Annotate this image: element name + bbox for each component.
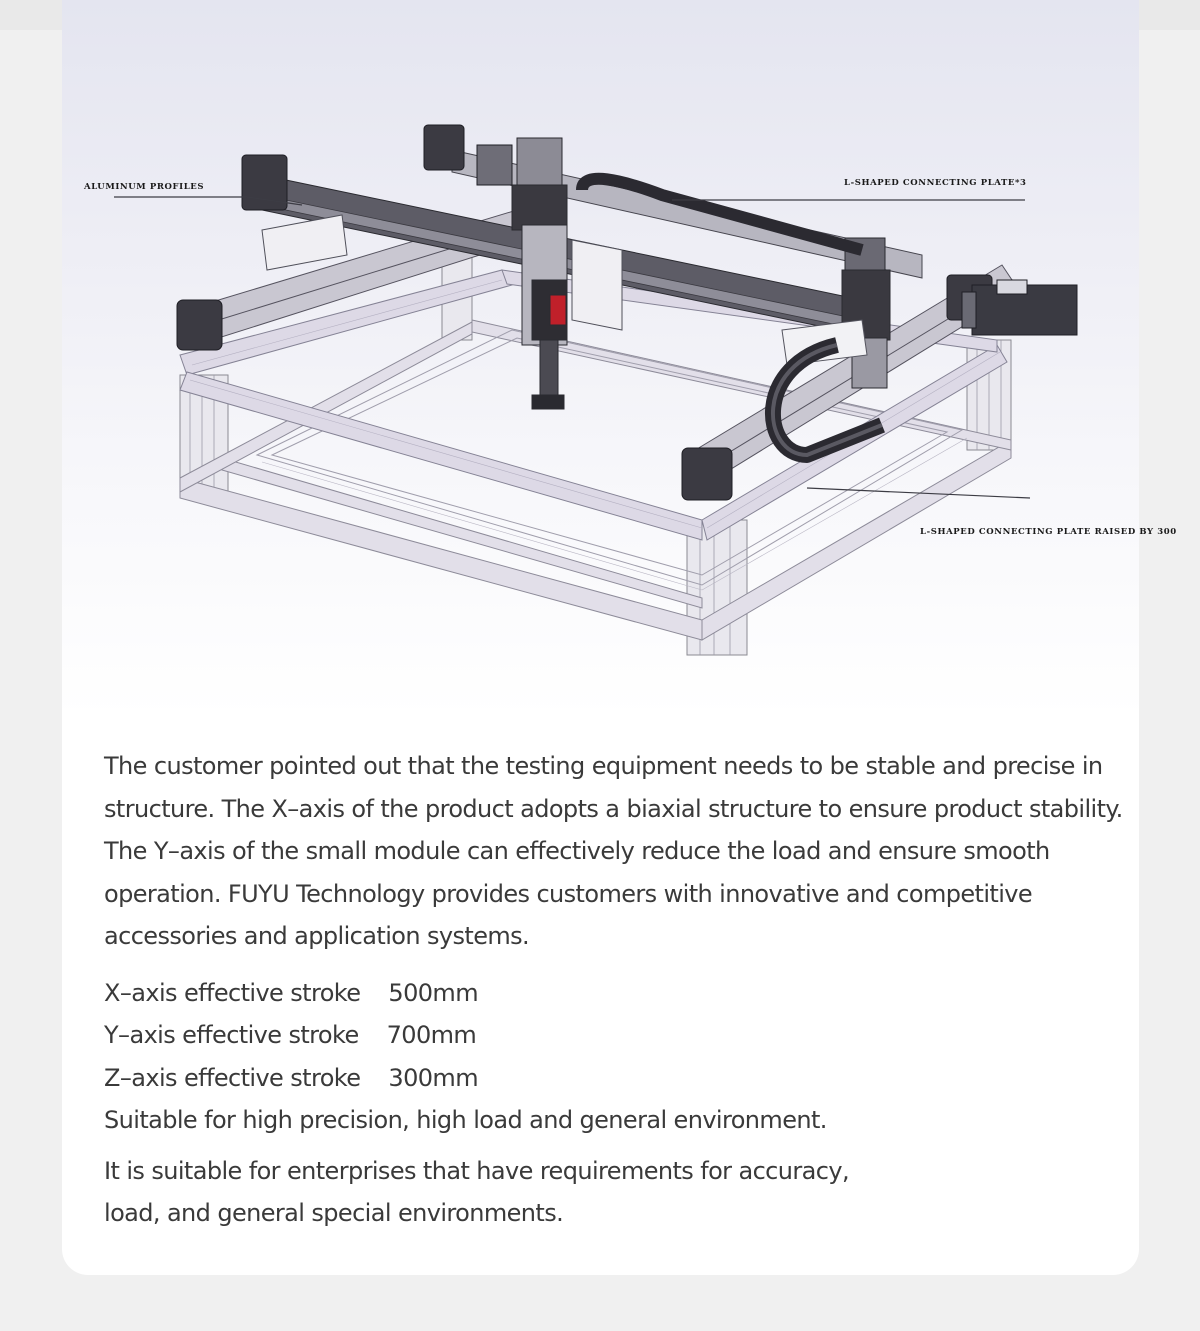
spec-x-axis (104, 972, 1124, 1015)
spec-value: 700mm (386, 1021, 477, 1049)
spec-y-axis (104, 1014, 1124, 1057)
spec-z-axis (104, 1057, 1124, 1100)
spec-label: X–axis effective stroke (104, 978, 361, 1007)
gantry-drawing (62, 0, 1139, 718)
enterprise-line-1: It is suitable for enterprises that have requirements for accuracy, (104, 1156, 849, 1185)
callout-l-shaped-plate-raised: L-SHAPED CONNECTING PLATE RAISED BY 300 (920, 527, 1177, 537)
description-paragraph: The customer pointed out that the testing equipment needs to be stable and precise in structure. The X–axis of the product adopts a biaxial structure to ensure product stability. The Y–axis of the small module can effectively reduce the load and ensure smooth operation. FUYU Technology provides customers with innovative and competitive accessories and application systems. (104, 752, 1123, 950)
gantry-diagram (62, 0, 1177, 718)
callout-aluminum-profiles: ALUMINUM PROFILES (84, 182, 205, 192)
product-description (104, 745, 1124, 1235)
suitability-line: Suitable for high precision, high load and general environment. (104, 1106, 827, 1134)
callout-l-shaped-plate: L-SHAPED CONNECTING PLATE*3 (844, 178, 1027, 188)
content-card (62, 0, 1177, 1275)
spec-value: 500mm (388, 978, 478, 1007)
enterprise-line-2: load, and general special environments. (104, 1199, 564, 1227)
spec-value: 300mm (388, 1063, 478, 1092)
spec-label: Y–axis effective stroke (104, 1021, 359, 1049)
spec-label: Z–axis effective stroke (104, 1063, 361, 1092)
